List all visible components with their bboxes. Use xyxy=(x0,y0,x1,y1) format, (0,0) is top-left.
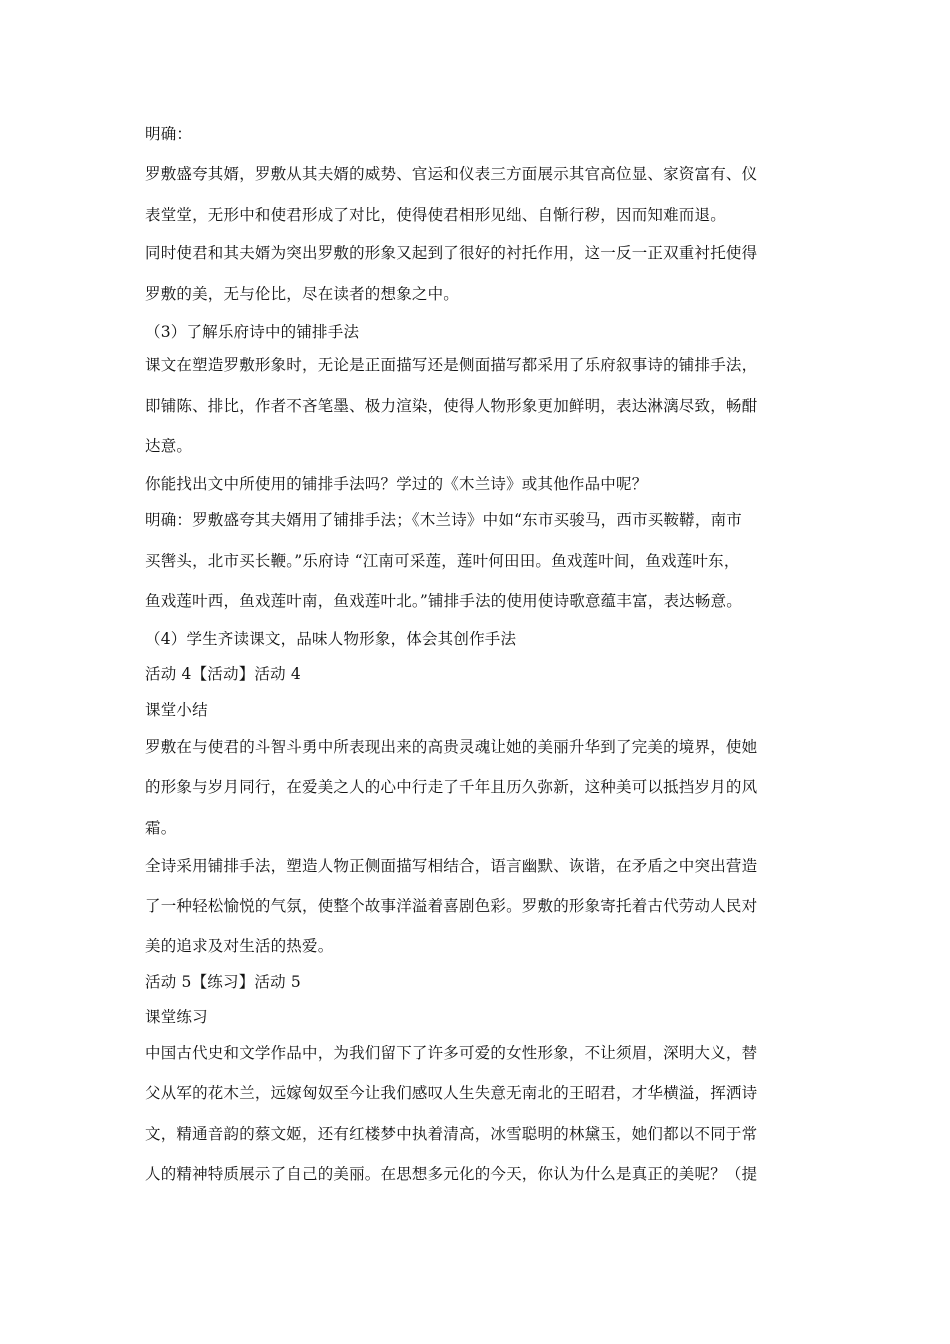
text-line: 美的追求及对生活的热爱。 xyxy=(145,937,334,955)
activity-heading: 活动 5【练习】活动 5 xyxy=(145,973,301,991)
activity-heading: 活动 4【活动】活动 4 xyxy=(145,665,301,683)
text-line: 人的精神特质展示了自己的美丽。在思想多元化的今天，你认为什么是真正的美呢？（提 xyxy=(145,1165,758,1183)
question-line: 你能找出文中所使用的铺排手法吗？学过的《木兰诗》或其他作品中呢？ xyxy=(145,475,648,493)
text-line-label-mingque: 明确： xyxy=(145,125,193,143)
text-line: 达意。 xyxy=(145,437,193,455)
text-line: 文，精通音韵的蔡文姬，还有红楼梦中执着清高，冰雪聪明的林黛玉，她们都以不同于常 xyxy=(145,1125,758,1143)
subsection-heading: 课堂练习 xyxy=(145,1008,208,1026)
text-line: 父从军的花木兰，远嫁匈奴至今让我们感叹人生失意无南北的王昭君，才华横溢，挥洒诗 xyxy=(145,1084,758,1102)
text-line: 全诗采用铺排手法，塑造人物正侧面描写相结合，语言幽默、诙谐，在矛盾之中突出营造 xyxy=(145,857,758,875)
text-line: 中国古代史和文学作品中，为我们留下了许多可爱的女性形象，不让须眉，深明大义，替 xyxy=(145,1044,758,1062)
text-line: 表堂堂，无形中和使君形成了对比，使得使君相形见绌、自惭行秽，因而知难而退。 xyxy=(145,206,726,224)
text-line: 明确：罗敷盛夸其夫婿用了铺排手法；《木兰诗》中如“东市买骏马，西市买鞍鞯，南市 xyxy=(145,511,742,529)
text-line: 买辔头，北市买长鞭。”乐府诗 “江南可采莲，莲叶何田田。鱼戏莲叶间，鱼戏莲叶东， xyxy=(145,552,740,570)
text-line: 即铺陈、排比，作者不吝笔墨、极力渲染，使得人物形象更加鲜明，表达淋漓尽致，畅酣 xyxy=(145,397,758,415)
text-line: 课文在塑造罗敷形象时，无论是正面描写还是侧面描写都采用了乐府叙事诗的铺排手法， xyxy=(145,356,758,374)
text-line: 罗敷在与使君的斗智斗勇中所表现出来的高贵灵魂让她的美丽升华到了完美的境界，使她 xyxy=(145,738,758,756)
text-line: 了一种轻松愉悦的气氛，使整个故事洋溢着喜剧色彩。罗敷的形象寄托着古代劳动人民对 xyxy=(145,897,758,915)
text-line: 同时使君和其夫婿为突出罗敷的形象又起到了很好的衬托作用，这一反一正双重衬托使得 xyxy=(145,244,758,262)
text-line: 罗敷的美，无与伦比，尽在读者的想象之中。 xyxy=(145,285,460,303)
section-heading: （4）学生齐读课文，品味人物形象，体会其创作手法 xyxy=(145,630,517,648)
section-heading: （3）了解乐府诗中的铺排手法 xyxy=(145,323,360,341)
text-line: 鱼戏莲叶西，鱼戏莲叶南，鱼戏莲叶北。”铺排手法的使用使诗歌意蕴丰富，表达畅意。 xyxy=(145,592,742,610)
text-line: 霜。 xyxy=(145,819,177,837)
text-line: 的形象与岁月同行，在爱美之人的心中行走了千年且历久弥新，这种美可以抵挡岁月的风 xyxy=(145,778,758,796)
text-line: 罗敷盛夸其婿，罗敷从其夫婿的威势、官运和仪表三方面展示其官高位显、家资富有、仪 xyxy=(145,165,758,183)
subsection-heading: 课堂小结 xyxy=(145,701,208,719)
